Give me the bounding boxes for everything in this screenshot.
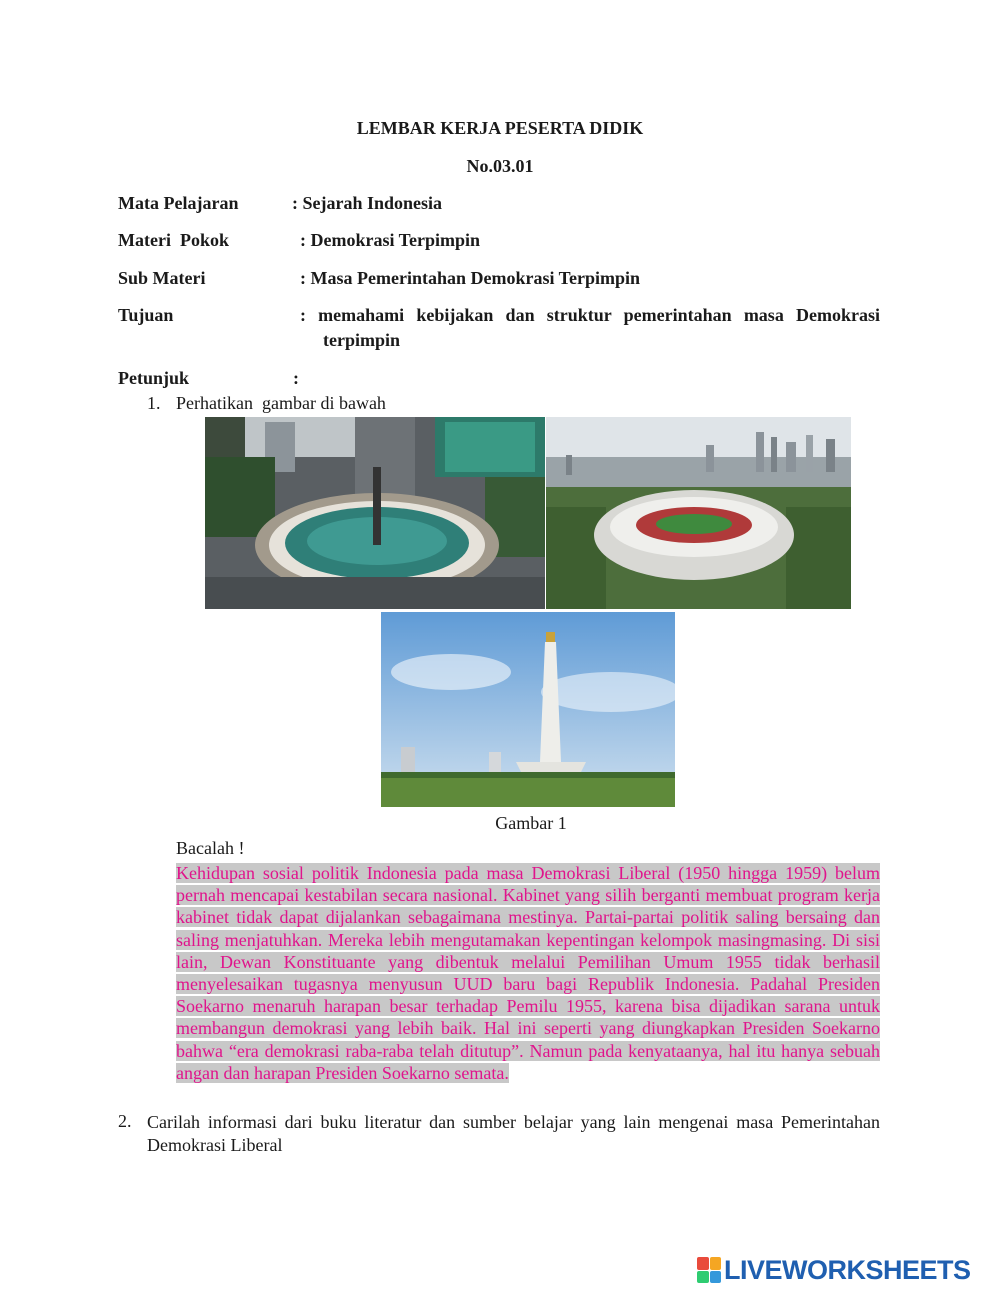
image-caption: Gambar 1 (495, 813, 567, 833)
reading-prompt: Bacalah ! (176, 838, 245, 858)
subject-label: Mata Pelajaran (118, 193, 239, 213)
subtopic-label: Sub Materi (118, 268, 206, 288)
worksheet-title: LEMBAR KERJA PESERTA DIDIK (356, 118, 644, 138)
reading-text: Kehidupan sosial politik Indonesia pada masa Demokrasi Liberal (1950 hingga 1959) belum pernah mencapai kestabilan secara nasional. Kabinet yang silih berganti membuat program kerja kabinet tidak dapat dijalankan sebagaimana mestinya. Partai-partai politik saling bersaing dan saling menjatuhkan. Mereka lebih mengutamakan kepentingan kelompok masingmasing. Di sisi lain, Dewan Konstituante yang dibentuk melalui Pemilihan Umum 1955 tidak berhasil menyelesaikan tugasnya menyusun UUD baru bagi Republik Indonesia. Padahal Presiden Soekarno menaruh harapan besar terhadap Pemilu 1955, karena bisa dijadikan sarana untuk membangun demokrasi yang lebih baik. Hal ini seperti yang diungkapkan Presiden Soekarno bahwa “era demokrasi raba-raba telah ditutup”. Namun pada kenyataanya, hal itu hanya sebuah angan dan harapan Presiden Soekarno semata. (176, 863, 880, 1083)
liveworksheets-logo[interactable] (697, 1254, 971, 1286)
subtopic-value: : Masa Pemerintahan Demokrasi Terpimpin (300, 268, 640, 288)
monument-photo (381, 612, 675, 807)
logo-icon (697, 1257, 721, 1283)
instructions-colon: : (293, 368, 299, 388)
subject-value: : Sejarah Indonesia (292, 193, 443, 213)
goal-label: Tujuan (118, 305, 174, 325)
step1-number: 1. (147, 393, 161, 413)
goal-value-line2: terpimpin (323, 330, 401, 350)
logo-text: LIVEWORKSHEETS (724, 1254, 971, 1285)
step2-text: Carilah informasi dari buku literatur dan sumber belajar yang lain mengenai masa Pemerintahan Demokrasi Liberal (147, 1112, 880, 1155)
topic-value: : Demokrasi Terpimpin (300, 230, 481, 250)
step1-text: Perhatikan gambar di bawah (176, 393, 386, 413)
stadium-photo (546, 417, 851, 609)
topic-label: Materi Pokok (118, 230, 229, 250)
step2-number: 2. (118, 1111, 132, 1131)
reading-passage (176, 862, 880, 1084)
worksheet-number: No.03.01 (466, 156, 534, 176)
goal-value-line1: : memahami kebijakan dan struktur pemerintahan masa Demokrasi (300, 305, 880, 325)
roundabout-photo (205, 417, 545, 609)
instructions-label: Petunjuk (118, 368, 190, 388)
